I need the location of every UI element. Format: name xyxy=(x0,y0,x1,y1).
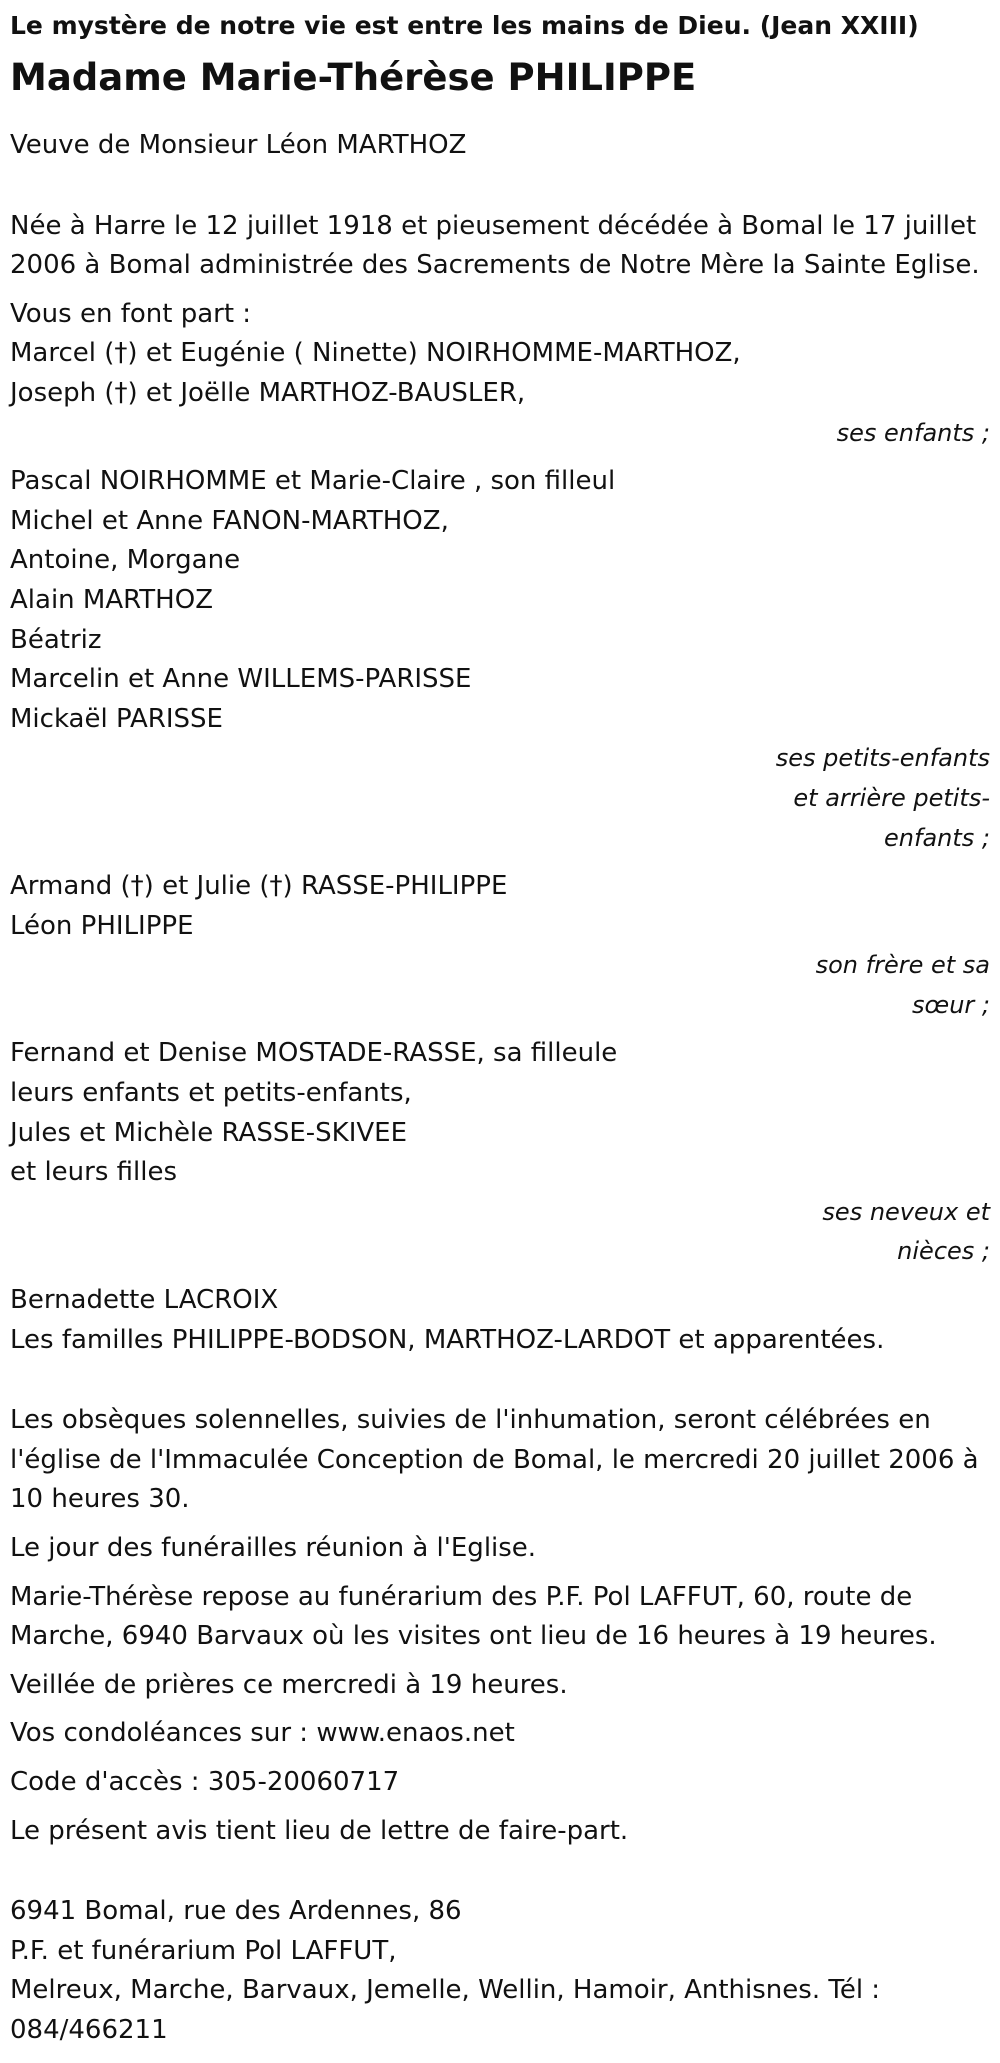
list-item: Les familles PHILIPPE-BODSON, MARTHOZ-LARDOT et apparentées. xyxy=(10,1324,885,1355)
list-item: Fernand et Denise MOSTADE-RASSE, sa filleule xyxy=(10,1038,618,1069)
access-code: Code d'accès : 305-20060717 xyxy=(10,1766,400,1797)
grandchildren-list xyxy=(10,462,990,739)
list-item: Alain MARTHOZ xyxy=(10,584,214,615)
nephews-list xyxy=(10,1034,990,1192)
deceased-name: Madame Marie-Thérèse PHILIPPE xyxy=(10,56,697,99)
announce-intro: Vous en font part : xyxy=(10,298,252,329)
rests-text: Marie-Thérèse repose au funérarium des P.F. Pol LAFFUT, 60, route de Marche, 6940 Barvaux où les visites ont lieu de 16 heures à 19 heures. xyxy=(10,1581,937,1652)
address-line: P.F. et funérarium Pol LAFFUT, xyxy=(10,1935,397,1966)
condolences-text: Vos condoléances sur : www.enaos.net xyxy=(10,1718,515,1749)
list-item: Antoine, Morgane xyxy=(10,545,241,576)
list-item: Bernadette LACROIX xyxy=(10,1285,279,1316)
list-item: Marcelin et Anne WILLEMS-PARISSE xyxy=(10,664,472,695)
address-block xyxy=(10,1892,990,2050)
list-item: Joseph (†) et Joëlle MARTHOZ-BAUSLER, xyxy=(10,377,526,408)
grandchildren-label: ses petits-enfants et arrière petits-enfants ; xyxy=(775,744,990,852)
meeting-text: Le jour des funérailles réunion à l'Eglise. xyxy=(10,1533,537,1563)
birth-death-text: Née à Harre le 12 juillet 1918 et pieusement décédée à Bomal le 17 juillet 2006 à Bomal administrée des Sacrements de Notre Mère la Sainte Eglise. xyxy=(10,210,980,281)
list-item: Léon PHILIPPE xyxy=(10,910,194,941)
siblings-list xyxy=(10,867,990,946)
address-line: 6941 Bomal, rue des Ardennes, 86 xyxy=(10,1896,462,1927)
list-item: Pascal NOIRHOMME et Marie-Claire , son filleul xyxy=(10,466,616,497)
widow-of: Veuve de Monsieur Léon MARTHOZ xyxy=(10,130,467,160)
notice-text: Le présent avis tient lieu de lettre de faire-part. xyxy=(10,1815,629,1846)
children-list xyxy=(10,334,990,413)
children-label: ses enfants ; xyxy=(836,418,990,447)
list-item: leurs enfants et petits-enfants, xyxy=(10,1078,412,1109)
address-line: Melreux, Marche, Barvaux, Jemelle, Wellin, Hamoir, Anthisnes. Tél : 084/466211 xyxy=(10,1975,881,2045)
list-item: Marcel (†) et Eugénie ( Ninette) NOIRHOMME-MARTHOZ, xyxy=(10,338,741,369)
others-list xyxy=(10,1281,990,1360)
funeral-text: Les obsèques solennelles, suivies de l'inhumation, seront célébrées en l'église de l'Immaculée Conception de Bomal, le mercredi 20 juillet 2006 à 10 heures 30. xyxy=(10,1405,979,1515)
list-item: Béatriz xyxy=(10,624,102,655)
nephews-label: ses neveux et nièces ; xyxy=(822,1197,990,1266)
epigraph-quote: Le mystère de notre vie est entre les mains de Dieu. (Jean XXIII) xyxy=(10,11,919,40)
list-item: Mickaël PARISSE xyxy=(10,703,223,734)
siblings-label: son frère et sa sœur ; xyxy=(815,951,990,1019)
vigil-text: Veillée de prières ce mercredi à 19 heures. xyxy=(10,1669,568,1700)
list-item: Armand (†) et Julie (†) RASSE-PHILIPPE xyxy=(10,871,508,902)
list-item: et leurs filles xyxy=(10,1157,178,1188)
list-item: Jules et Michèle RASSE-SKIVEE xyxy=(10,1117,408,1148)
list-item: Michel et Anne FANON-MARTHOZ, xyxy=(10,505,449,536)
